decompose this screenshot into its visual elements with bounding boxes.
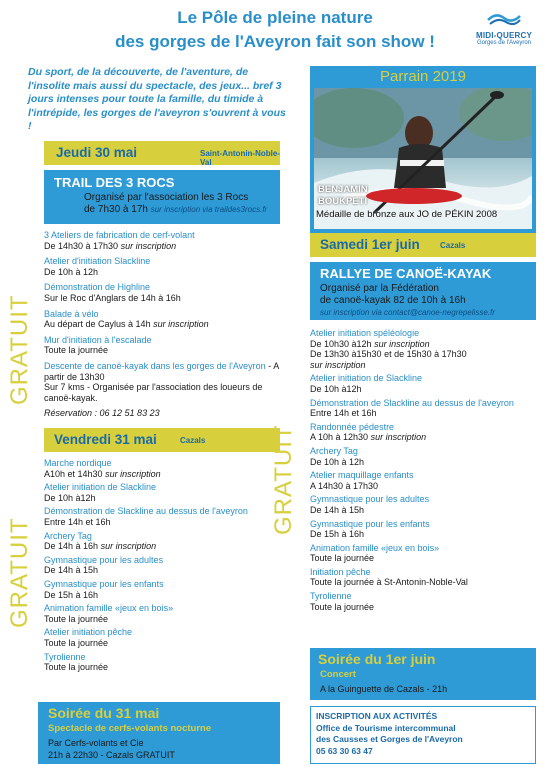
soiree-1-box bbox=[310, 648, 536, 700]
jeudi-activities bbox=[44, 230, 284, 419]
list-item: Archery Tag De 14h à 16h sur inscription bbox=[44, 530, 157, 552]
trail-title: TRAIL DES 3 ROCS bbox=[54, 175, 175, 190]
samedi-day: Samedi 1er juin bbox=[320, 237, 420, 252]
list-item: Animation famille «jeux en bois» Toute la journée bbox=[310, 542, 440, 564]
soiree-31-line-2: 21h à 22h30 - Cazals GRATUIT bbox=[48, 750, 175, 760]
gratuit-label-vendredi: GRATUIT bbox=[6, 517, 33, 628]
contact-line-3: des Causses et Gorges de l'Aveyron bbox=[316, 734, 463, 744]
vendredi-day: Vendredi 31 mai bbox=[54, 432, 157, 447]
list-item: Démonstration de Slackline au dessus de l'aveyron Entre 14h et 16h bbox=[310, 397, 514, 419]
list-item: Atelier d'initiation Slackline De 10h à 12h bbox=[44, 256, 151, 277]
parrain-title: Parrain 2019 bbox=[380, 68, 466, 85]
title-line-2: des gorges de l'Aveyron fait son show ! bbox=[115, 32, 435, 51]
trail-line-1: Organisé par l'association les 3 Rocs bbox=[84, 192, 249, 203]
page-title bbox=[40, 6, 510, 54]
trail-box bbox=[44, 170, 280, 224]
list-item: Atelier maquillage enfants A 14h30 à 17h30 bbox=[310, 470, 414, 491]
soiree-31-line-1: Par Cerfs-volants et Cie bbox=[48, 738, 144, 748]
title-line-1: Le Pôle de pleine nature bbox=[177, 8, 373, 27]
rallye-box bbox=[310, 262, 536, 320]
rallye-line-2: de canoë-kayak 82 de 10h à 16h bbox=[320, 295, 466, 306]
list-item: Gymnastique pour les adultes De 14h à 15h bbox=[310, 494, 430, 515]
reservation-phone: Réservation : 06 12 51 83 23 bbox=[44, 408, 160, 419]
samedi-header bbox=[310, 233, 536, 257]
list-item: 3 Ateliers de fabrication de cerf-volant De 14h30 à 17h30 sur inscription bbox=[44, 230, 195, 251]
list-item: Démonstration de Slackline au dessus de l'aveyron Entre 14h et 16h bbox=[44, 506, 248, 527]
parrain-box bbox=[310, 66, 536, 233]
jeudi-place: Saint-Antonin-Noble-Val bbox=[200, 149, 280, 167]
rallye-link[interactable]: sur inscription via contact@canoe-negrepelisse.fr bbox=[320, 308, 495, 317]
wave-icon bbox=[484, 10, 524, 26]
list-item: Balade à vélo Au départ de Caylus à 14h sur inscription bbox=[44, 308, 209, 330]
list-item: Randonnée pédestre A 10h à 12h30 sur inscription bbox=[310, 421, 427, 443]
samedi-activities bbox=[310, 328, 540, 612]
logo-sub: Gorges de l'Aveyron bbox=[476, 40, 532, 46]
contact-box bbox=[310, 706, 536, 764]
parrain-name-1: BENJAMIN bbox=[318, 184, 368, 195]
list-item: Archery Tag De 10h à 12h bbox=[310, 445, 365, 467]
list-item: Initiation pêche Toute la journée à St-Antonin-Noble-Val bbox=[310, 566, 468, 588]
trail-link[interactable]: sur inscription via traildes3rocs.fr bbox=[150, 205, 268, 214]
gratuit-label-samedi: GRATUIT bbox=[270, 424, 297, 535]
rallye-line-1: Organisé par la Fédération bbox=[320, 283, 439, 294]
list-item: Mur d'initiation à l'escalade Toute la journée bbox=[44, 334, 152, 356]
vendredi-header bbox=[44, 428, 280, 452]
list-item: Atelier initiation de Slackline De 10h à12h bbox=[310, 373, 423, 394]
jeudi-header bbox=[44, 141, 280, 165]
midi-quercy-logo bbox=[470, 10, 538, 46]
list-item: Tyrolienne Toute la journée bbox=[44, 651, 109, 673]
list-item: Gymnastique pour les enfants De 15h à 16h bbox=[310, 518, 430, 540]
list-item: Descente de canoë-kayak dans les gorges de l'Aveyron - A partir de 13h30 Sur 7 kms - Organisée par l'association des loueurs de canoë-kayak. bbox=[44, 360, 279, 403]
list-item: Marche nordique A10h et 14h30 sur inscription bbox=[44, 458, 161, 479]
samedi-place: Cazals bbox=[440, 241, 466, 250]
soiree-31-box bbox=[38, 702, 280, 764]
soiree-1-sub: Concert bbox=[320, 669, 356, 680]
list-item: Atelier initiation pêche Toute la journée bbox=[44, 627, 133, 648]
list-item: Gymnastique pour les enfants De 15h à 16h bbox=[44, 578, 164, 600]
list-item: Gymnastique pour les adultes De 14h à 15h bbox=[44, 554, 164, 576]
list-item: Atelier initiation spéléologie De 10h30 à12h sur inscription De 13h30 à15h30 et de 15h30 à 17h30 sur inscription bbox=[310, 328, 467, 370]
logo-text: MIDI-QUERCY bbox=[476, 31, 532, 40]
list-item: Démonstration de Highline Sur le Roc d'Anglars de 14h à 16h bbox=[44, 282, 181, 303]
jeudi-day: Jeudi 30 mai bbox=[56, 145, 138, 160]
vendredi-activities bbox=[44, 458, 284, 673]
rallye-title: RALLYE DE CANOË-KAYAK bbox=[320, 266, 492, 281]
gratuit-label-jeudi: GRATUIT bbox=[6, 294, 33, 405]
parrain-medal: Médaille de bronze aux JO de PÉKIN 2008 bbox=[316, 209, 498, 220]
parrain-name-2: BOUKPETI bbox=[318, 196, 368, 207]
soiree-1-line-1: A la Guinguette de Cazals - 21h bbox=[320, 684, 448, 694]
soiree-31-sub: Spectacle de cerfs-volants nocturne bbox=[48, 723, 212, 734]
contact-line-2: Office de Tourisme intercommunal bbox=[316, 722, 456, 733]
contact-line-1: INSCRIPTION AUX ACTIVITÉS bbox=[316, 711, 438, 721]
vendredi-place: Cazals bbox=[180, 436, 206, 445]
contact-phone: 05 63 30 63 47 bbox=[316, 745, 373, 756]
trail-line-2: de 7h30 à 17h sur inscription via traildes3rocs.fr bbox=[84, 204, 268, 215]
list-item: Tyrolienne Toute la journée bbox=[310, 591, 375, 612]
soiree-1-title: Soirée du 1er juin bbox=[318, 651, 436, 667]
soiree-31-title: Soirée du 31 mai bbox=[48, 705, 160, 721]
list-item: Animation famille «jeux en bois» Toute la journée bbox=[44, 603, 174, 624]
intro-text: Du sport, de la découverte, de l'aventure, de l'insolite mais aussi du spectacle, des jeux... bref 3 jours intenses pour toute la famille, du timide à l'intrépide, les gorges de l'aveyron s'ouvrent à vous ! bbox=[28, 66, 286, 133]
list-item: Atelier initiation de Slackline De 10h à12h bbox=[44, 482, 157, 503]
